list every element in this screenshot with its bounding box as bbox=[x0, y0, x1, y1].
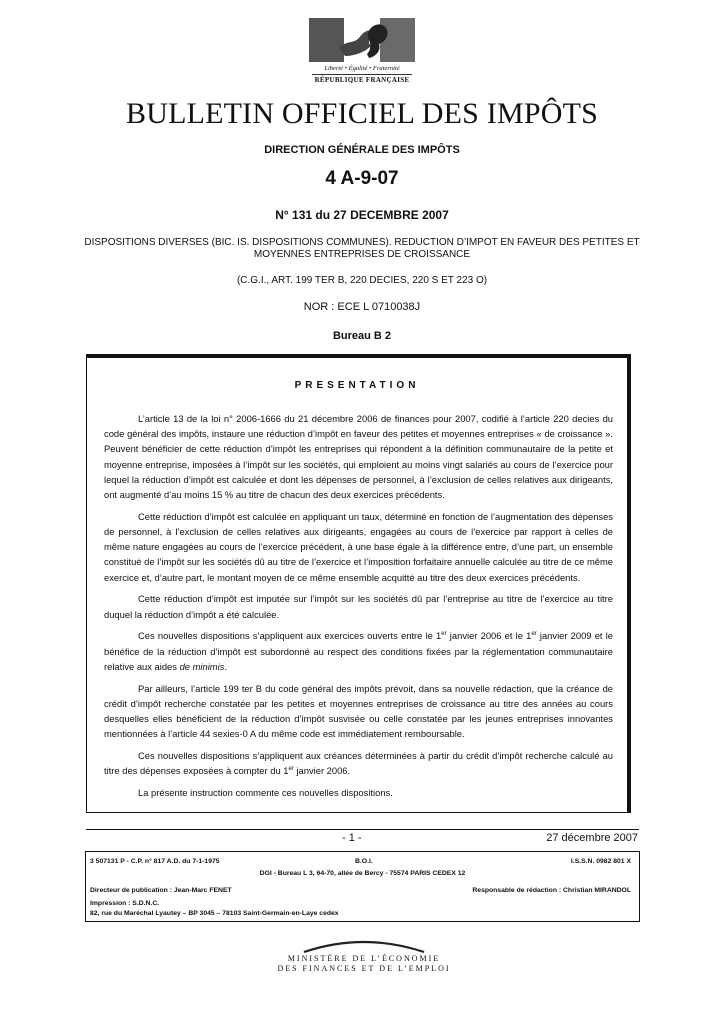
editor-in-charge: Responsable de rédaction : Christian MIRANDOL bbox=[472, 887, 631, 894]
page-number: - 1 - bbox=[342, 832, 362, 844]
paragraph-6: Ces nouvelles dispositions s’appliquent aux créances déterminées à partir du crédit d’impôt recherche calculé au titre des dépenses exposées à compter du 1er janvier 2006. bbox=[104, 750, 613, 777]
marianne-icon bbox=[309, 18, 415, 62]
page-title: BULLETIN OFFICIEL DES IMPÔTS bbox=[126, 97, 598, 130]
ministry-line-1: MINISTÈRE DE L’ÉCONOMIE bbox=[287, 954, 441, 963]
dgi-address: DGI - Bureau L 3, 64-70, allée de Bercy - 75574 PARIS CEDEX 12 bbox=[259, 870, 466, 877]
publication-info-box bbox=[85, 851, 640, 922]
cgi-articles: (C.G.I., ART. 199 TER B, 220 DECIES, 220 S ET 223 O) bbox=[236, 275, 488, 286]
boi-label: B.O.I. bbox=[355, 858, 373, 865]
presentation-title: PRESENTATION bbox=[294, 380, 420, 391]
presentation-body bbox=[104, 411, 613, 807]
page-date: 27 décembre 2007 bbox=[546, 832, 638, 844]
ministry-line-2: DES FINANCES ET DE L’EMPLOI bbox=[277, 964, 451, 973]
logo-republic: RÉPUBLIQUE FRANÇAISE bbox=[312, 74, 412, 84]
paragraph-2: Cette réduction d’impôt est calculée en appliquant un taux, déterminé en fonction de l’augmentation des dépenses de personnel, à l’exclusion de celles relatives aux dirigeants, engagées au cours de l’exercice par rapport à celles de même nature engagées au cours de l’exercice précédent, à une base égale à la différence entre, d’une part, un ensemble constitué de l’impôt sur les sociétés dû au titre de l’exercice et l’imposition forfaitaire annuelle calculée au titre de ce même exercice et, d’autre part, le montant moyen de ce même ensemble acquitté au titre des deux exercices précédents. bbox=[104, 510, 613, 583]
presentation-box bbox=[86, 354, 631, 813]
nor-reference: NOR : ECE L 0710038J bbox=[303, 301, 421, 313]
commission-reference: 3 507131 P - C.P. n° 817 A.D. du 7-1-1975 bbox=[90, 858, 220, 865]
bulletin-number: N° 131 du 27 DECEMBRE 2007 bbox=[275, 208, 449, 222]
paragraph-4: Ces nouvelles dispositions s’appliquent aux exercices ouverts entre le 1er janvier 2006 et le 1er janvier 2009 et le bénéfice de la réduction d’impôt est subordonné au respect des conditions fixées par la réglementation communautaire relative aux aides de minimis. bbox=[104, 630, 613, 672]
republique-francaise-logo bbox=[309, 18, 415, 84]
paragraph-3: Cette réduction d’impôt est imputée sur l’impôt sur les sociétés dû par l’entreprise au titre de l’exercice au titre duquel la réduction d’impôt a été calculée. bbox=[104, 593, 613, 620]
printing-address: 82, rue du Maréchal Lyautey – BP 3045 – 78103 Saint-Germain-en-Laye cedex bbox=[90, 910, 339, 917]
paragraph-1: L’article 13 de la loi n° 2006-1666 du 21 décembre 2006 de finances pour 2007, codifié à l’article 220 decies du code général des impôts, instaure une réduction d’impôt en faveur des petites et moyennes entreprises « de croissance ». Peuvent bénéficier de cette réduction d’impôt les entreprises qui répondent à la définition communautaire de la petite et moyenne entreprise, imposées à l’impôt sur les sociétés, qui emploient au moins vingt salariés au cours de l’exercice pour lequel la réduction d’impôt est calculée et dont les dépenses de personnel, à l’exclusion de celles relatives aux dirigeants, ont augmenté d’au moins 15 % au titre de chacun des deux exercices précédents. bbox=[104, 413, 613, 501]
document-subject: DISPOSITIONS DIVERSES (BIC. IS. DISPOSITIONS COMMUNES). REDUCTION D’IMPOT EN FAVEUR DES PETITES ET MOYENNES ENTREPRISES DE CROISSANCE bbox=[84, 237, 640, 260]
publication-director: Directeur de publication : Jean-Marc FENET bbox=[90, 887, 232, 894]
document-reference: 4 A-9-07 bbox=[325, 168, 399, 189]
footer-divider bbox=[86, 829, 639, 830]
bureau-label: Bureau B 2 bbox=[332, 330, 392, 342]
paragraph-5: Par ailleurs, l’article 199 ter B du code général des impôts prévoit, dans sa nouvelle rédaction, que la créance de crédit d’impôt recherche constatée par les petites et moyennes entreprises de croissance au titre des années au cours desquelles elles bénéficient de la réduction d’impôt susvisée ou celle constatée par les jeunes entreprises innovantes mentionnées à l’article 44 sexies-0 A du même code est immédiatement remboursable. bbox=[104, 682, 613, 740]
ministry-logo bbox=[276, 936, 452, 974]
direction-label: DIRECTION GÉNÉRALE DES IMPÔTS bbox=[264, 144, 460, 156]
paragraph-7: La présente instruction commente ces nouvelles dispositions. bbox=[138, 787, 393, 799]
logo-motto: Liberté • Égalité • Fraternité bbox=[324, 65, 400, 72]
ministry-arc-icon bbox=[276, 936, 452, 954]
issn: I.S.S.N. 0982 801 X bbox=[570, 858, 631, 865]
printing-label: Impression : S.D.N.C. bbox=[90, 900, 160, 907]
